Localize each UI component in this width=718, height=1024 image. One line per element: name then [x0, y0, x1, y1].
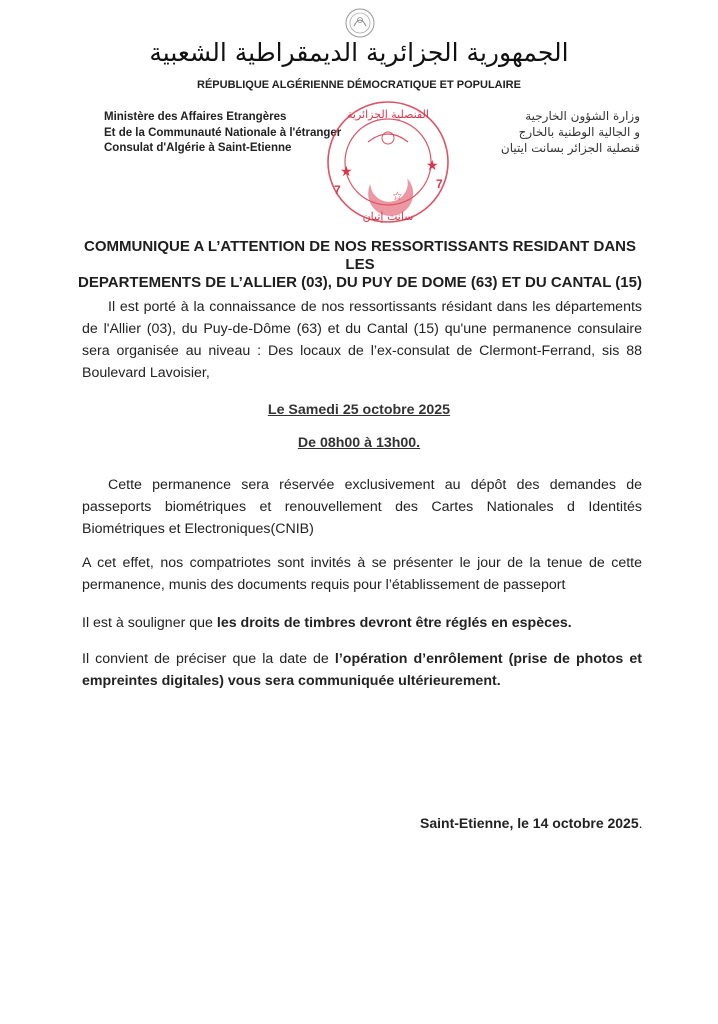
time-line: De 08h00 à 13h00. — [297, 435, 421, 451]
stamp-number-left: 7 — [334, 183, 341, 197]
signature-period: . — [638, 815, 643, 831]
fees-emphasis: les droits de timbres devront être réglés en espèces. — [216, 615, 572, 631]
svg-text:☆: ☆ — [392, 189, 403, 203]
paragraph-service: Cette permanence sera réservée exclusivement au dépôt des demandes de passeports biométriques et renouvellement des Cartes Nationales d Identités Biométriques et Electroniques(CNIB) — [82, 477, 642, 537]
paragraph-documents: A cet effet, nos compatriotes sont invités à se présenter le jour de la tenue de cette permanence, munis des documents requis pour l’établissement de passeport — [82, 555, 642, 593]
enrolment-prefix: Il convient de préciser que la date de — [82, 651, 335, 667]
paragraph-announcement: Il est porté à la connaissance de nos ressortissants résidant dans les départements de l'Allier (03), du Puy-de-Dôme (63) et du Cantal (15) qu'une permanence consulaire sera organisée au niveau : Des locaux de l’ex-consulat de Clermont-Ferrand, sis 88 Boulevard Lavoisier, — [82, 299, 642, 381]
french-republic-title: RÉPUBLIQUE ALGÉRIENNE DÉMOCRATIQUE ET POPULAIRE — [197, 79, 521, 91]
arabic-republic-title: الجمهورية الجزائرية الديمقراطية الشعبية — [149, 38, 569, 67]
fees-prefix: Il est à souligner que — [82, 615, 217, 631]
svg-text:★: ★ — [426, 158, 439, 174]
paragraph-enrolment — [82, 648, 642, 692]
communique-heading — [70, 238, 650, 292]
stamp-text-top: القنصلية الجزائرية — [347, 108, 429, 121]
stamp-number-right: 7 — [436, 177, 443, 191]
heading-line-1: COMMUNIQUE A L’ATTENTION DE NOS RESSORTISSANTS RESIDANT DANS LES — [84, 238, 636, 273]
date-line: Le Samedi 25 octobre 2025 — [267, 402, 451, 418]
consulate-line-ar: قنصلية الجزائر بسانت ايتيان — [500, 141, 640, 155]
ministry-line-ar: وزارة الشؤون الخارجية — [525, 109, 640, 123]
paragraph-fees — [82, 612, 642, 634]
consulate-line: Consulat d'Algérie à Saint-Etienne — [104, 142, 292, 154]
issuer-block-arabic — [501, 108, 640, 156]
enrolment-emphasis: l’opération d’enrôlement (prise de photos et empreintes digitales) vous sera communiquée ultérieurement. — [82, 651, 642, 689]
signature-place-date — [420, 815, 643, 831]
state-emblem-icon — [344, 6, 376, 40]
svg-text:★: ★ — [340, 164, 353, 180]
community-line-ar: و الجالية الوطنية بالخارج — [518, 125, 640, 139]
heading-line-2: DEPARTEMENTS DE L’ALLIER (03), DU PUY DE DOME (63) ET DU CANTAL (15) — [78, 274, 642, 291]
stamp-text-bottom: سانت إتيان — [362, 210, 414, 223]
ministry-line: Ministère des Affaires Etrangères — [104, 111, 287, 123]
community-line: Et de la Communauté Nationale à l'étranger — [104, 126, 342, 139]
place-date: Saint-Etienne, le 14 octobre 2025 — [420, 815, 639, 831]
consular-stamp-icon — [312, 96, 462, 232]
issuer-block-french — [104, 110, 341, 157]
